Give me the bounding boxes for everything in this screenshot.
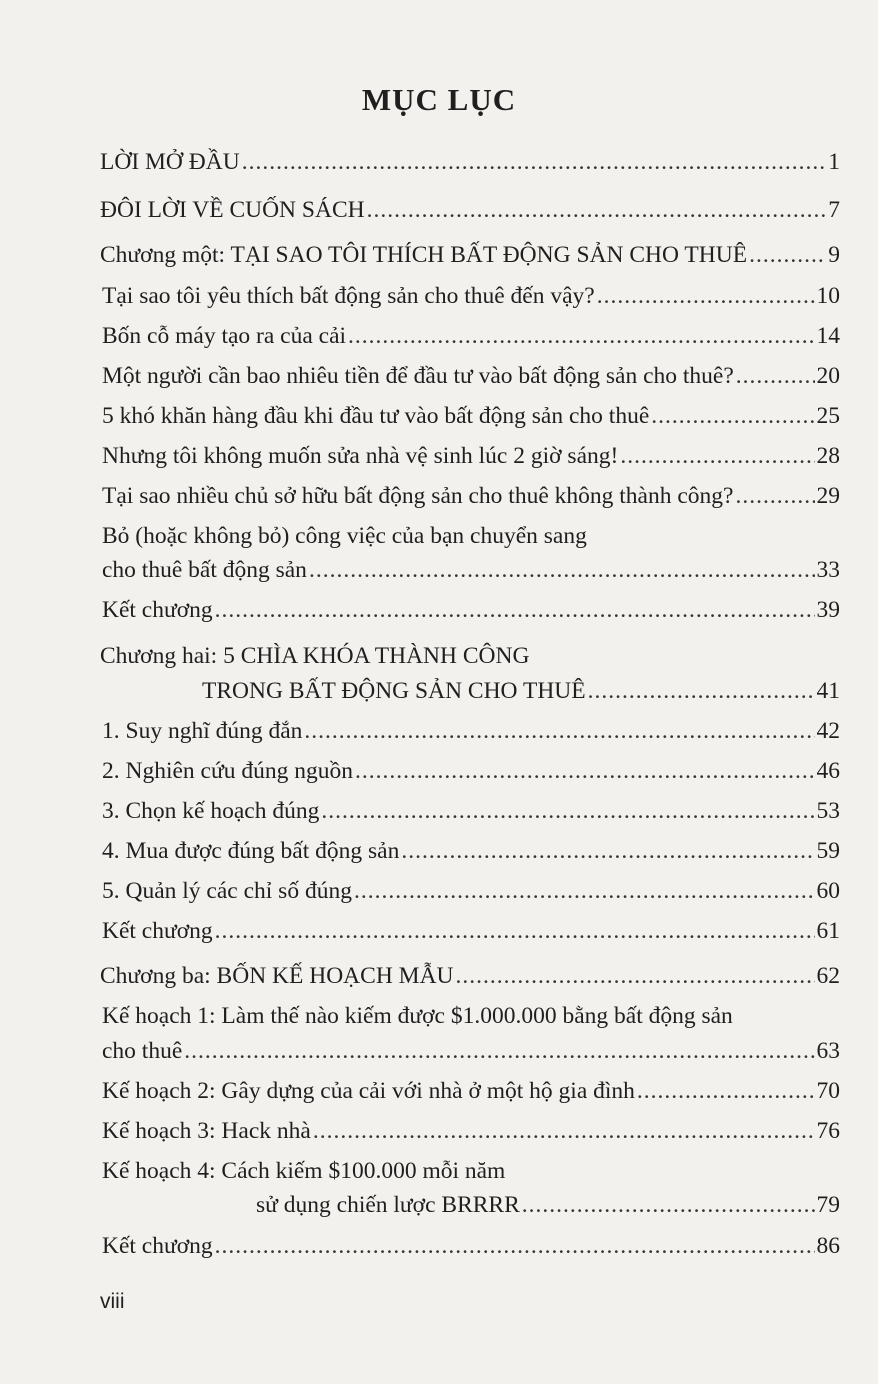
toc-entry-page: 59 [816, 838, 840, 864]
toc-entry-text: 1. Suy nghĩ đúng đắn [102, 718, 303, 744]
toc-entry-page: 42 [816, 718, 840, 744]
leader-dots [401, 837, 814, 865]
toc-entry-text-continued: cho thuê bất động sản [102, 557, 307, 583]
toc-entry-page: 25 [816, 403, 840, 429]
toc-entry [102, 917, 840, 945]
toc-entry [102, 877, 840, 905]
toc-entry [102, 362, 840, 390]
toc-entry-page: 76 [816, 1118, 840, 1144]
toc-entry [102, 1232, 840, 1260]
toc-entry-text: Tại sao tôi yêu thích bất động sản cho thuê đến vậy? [102, 283, 595, 309]
page-title: MỤC LỤC [361, 82, 517, 117]
toc-entry-chapter [202, 677, 840, 705]
leader-dots [215, 596, 815, 624]
toc-entry-page: 10 [816, 283, 840, 309]
toc-entry-text: Bốn cỗ máy tạo ra của cải [102, 323, 347, 349]
toc-entry-page: 41 [816, 678, 840, 704]
toc-entry-text: ĐÔI LỜI VỀ CUỐN SÁCH [100, 197, 365, 223]
toc-entry-text: 5. Quản lý các chỉ số đúng [102, 878, 352, 904]
toc-entry-text: Kết chương [102, 918, 213, 944]
leader-dots [313, 1117, 815, 1145]
toc-entry [102, 797, 840, 825]
toc-entry [102, 717, 840, 745]
toc-entry-text: Chương một: TẠI SAO TÔI THÍCH BẤT ĐỘNG SẢN CHO THUÊ [100, 242, 748, 268]
leader-dots [304, 717, 814, 745]
toc-entry [102, 402, 840, 430]
toc-entry-page: 29 [816, 483, 840, 509]
toc-entry-text: Kế hoạch 3: Hack nhà [102, 1118, 311, 1144]
toc-entry-text: Kế hoạch 1: Làm thế nào kiếm được $1.000.000 bằng bất động sản [102, 1003, 733, 1029]
toc-entry [102, 1077, 840, 1105]
toc-entry-page: 79 [816, 1192, 840, 1218]
toc-entry [100, 196, 840, 224]
leader-dots [597, 282, 815, 310]
toc-entry-page: 53 [816, 798, 840, 824]
toc-entry [256, 1191, 840, 1219]
leader-dots [620, 442, 814, 470]
leader-dots [588, 677, 815, 705]
toc-entry [102, 1117, 840, 1145]
toc-entry-text: 4. Mua được đúng bất động sản [102, 838, 400, 864]
toc-entry-page: 9 [828, 242, 840, 268]
toc-entry-page: 33 [816, 557, 840, 583]
toc-entry-text: Tại sao nhiều chủ sở hữu bất động sản cho thuê không thành công? [102, 483, 734, 509]
leader-dots [736, 362, 815, 390]
toc-entry [102, 322, 840, 350]
toc-entry-chapter-text: Chương hai: 5 CHÌA KHÓA THÀNH CÔNG [100, 643, 530, 669]
toc-entry [102, 442, 840, 470]
toc-entry-page: 70 [816, 1078, 840, 1104]
toc-entry [102, 837, 840, 865]
toc-entry-text: Một người cần bao nhiêu tiền để đầu tư vào bất động sản cho thuê? [102, 363, 734, 389]
toc-entry-text: Kết chương [102, 1233, 213, 1259]
leader-dots [321, 797, 814, 825]
leader-dots [354, 877, 815, 905]
toc-entry [100, 148, 840, 176]
toc-entry-text: Kế hoạch 2: Gây dựng của cải với nhà ở một hộ gia đình [102, 1078, 635, 1104]
leader-dots [215, 1232, 815, 1260]
leader-dots [348, 322, 814, 350]
toc-entry-text: 2. Nghiên cứu đúng nguồn [102, 758, 353, 784]
toc-entry [102, 1037, 840, 1065]
leader-dots [215, 917, 815, 945]
toc-entry-text: Chương ba: BỐN KẾ HOẠCH MẪU [100, 963, 454, 989]
leader-dots [355, 757, 815, 785]
toc-entry-text: 5 khó khăn hàng đầu khi đầu tư vào bất động sản cho thuê [102, 403, 650, 429]
toc-entry-text-continued: TRONG BẤT ĐỘNG SẢN CHO THUÊ [202, 678, 586, 704]
toc-entry-text: Kế hoạch 4: Cách kiếm $100.000 mỗi năm [102, 1158, 506, 1184]
toc-entry-page: 28 [816, 443, 840, 469]
toc-entry [102, 482, 840, 510]
leader-dots [309, 556, 815, 584]
leader-dots [242, 148, 827, 176]
leader-dots [735, 482, 814, 510]
leader-dots [749, 241, 826, 269]
leader-dots [651, 402, 814, 430]
toc-entry [102, 556, 840, 584]
toc-entry-page: 63 [816, 1038, 840, 1064]
toc-entry-page: 46 [816, 758, 840, 784]
toc-entry-page: 61 [816, 918, 840, 944]
page-number: viii [100, 1290, 125, 1313]
toc-entry-page: 1 [828, 149, 840, 175]
toc-entry-page: 39 [816, 597, 840, 623]
leader-dots [184, 1037, 814, 1065]
toc-entry-page: 62 [816, 963, 840, 989]
toc-entry [102, 757, 840, 785]
leader-dots [637, 1077, 815, 1105]
toc-entry [102, 282, 840, 310]
toc-entry-text: LỜI MỞ ĐẦU [100, 149, 240, 175]
leader-dots [367, 196, 827, 224]
leader-dots [456, 962, 815, 990]
toc-entry-page: 14 [816, 323, 840, 349]
toc-entry-text: 3. Chọn kế hoạch đúng [102, 798, 320, 824]
toc-entry [102, 596, 840, 624]
toc-entry-page: 20 [816, 363, 840, 389]
toc-entry-text-continued: cho thuê [102, 1038, 183, 1064]
toc-entry-text: Kết chương [102, 597, 213, 623]
toc-entry-text: Bỏ (hoặc không bỏ) công việc của bạn chuyển sang [102, 523, 587, 549]
toc-entry-text: Nhưng tôi không muốn sửa nhà vệ sinh lúc 2 giờ sáng! [102, 443, 619, 469]
toc-entry-page: 7 [828, 197, 840, 223]
toc-entry-chapter [100, 241, 840, 269]
toc-entry-page: 60 [816, 878, 840, 904]
toc-entry-chapter [100, 962, 840, 990]
toc-entry-page: 86 [816, 1233, 840, 1259]
toc-entry-text-continued: sử dụng chiến lược BRRRR [256, 1192, 520, 1218]
leader-dots [522, 1191, 815, 1219]
